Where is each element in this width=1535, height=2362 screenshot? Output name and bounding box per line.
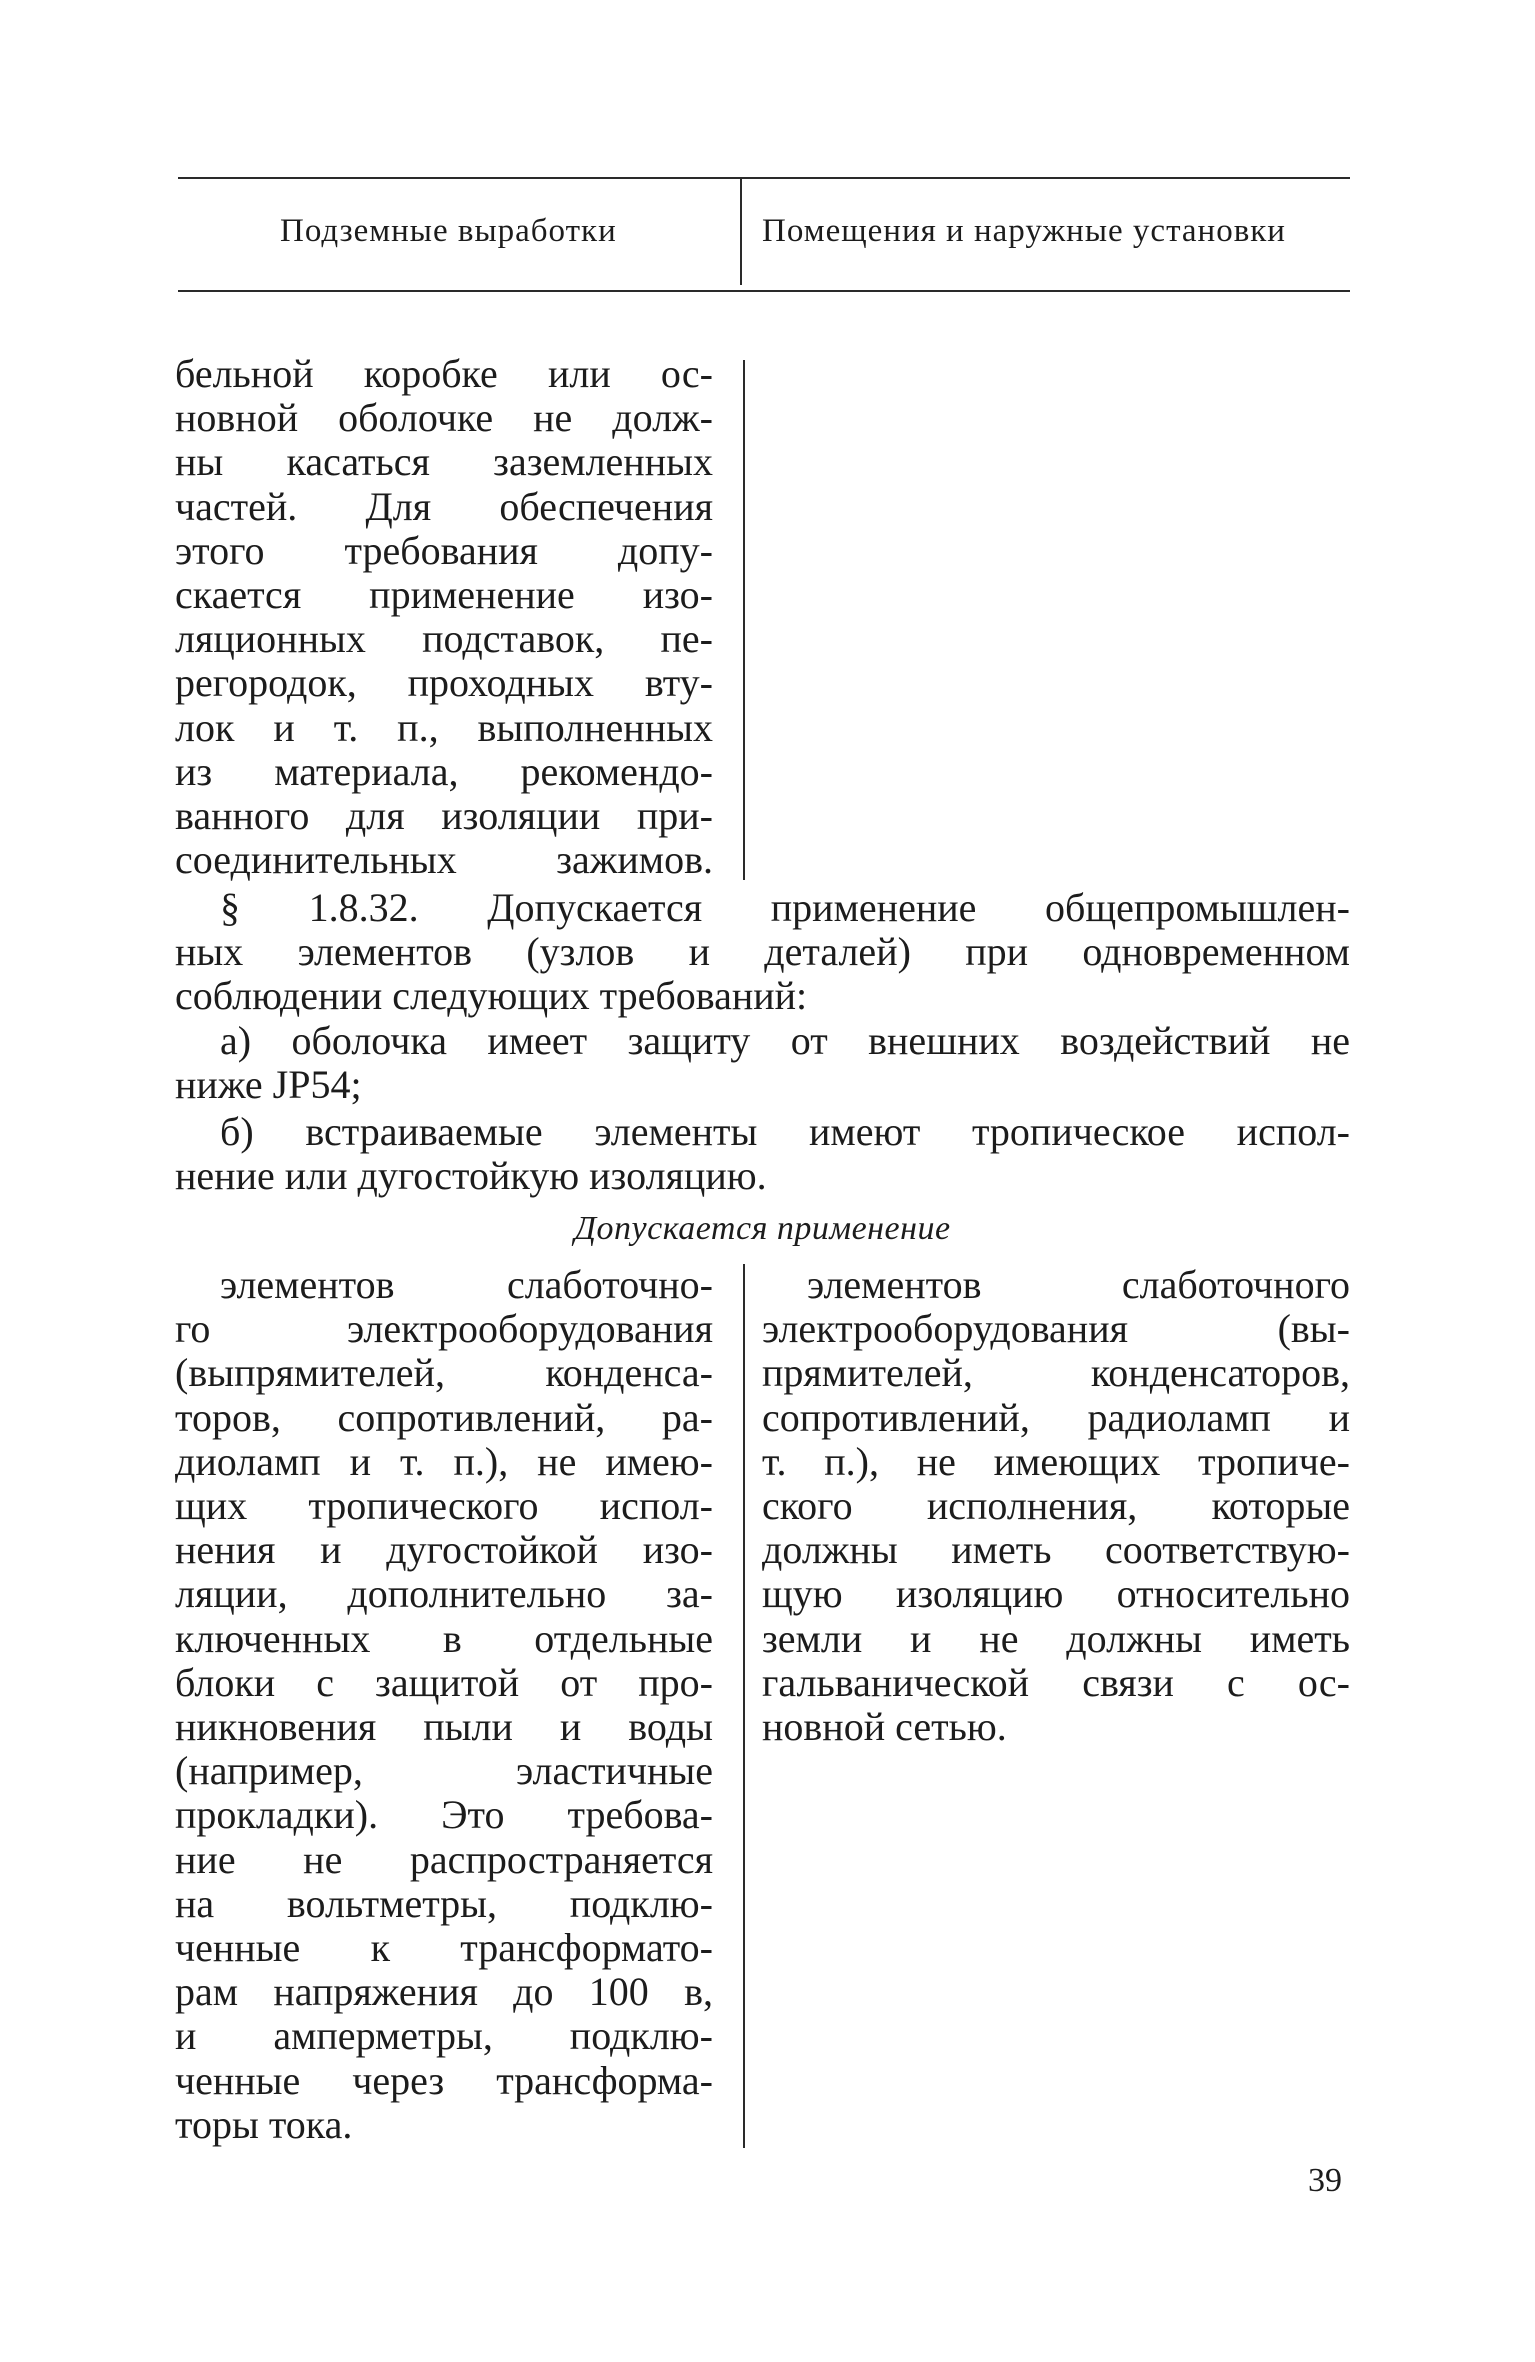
text-line: (например, эластичные [175,1748,713,1794]
text-line: этого требования допу- [175,527,713,573]
subheading: Допускается применение [574,1210,951,1247]
text-line: гальванической связи с ос- [762,1659,1350,1705]
text-line: (выпрямителей, конденса- [175,1350,713,1396]
text-line: электрооборудования (вы- [762,1306,1350,1352]
text-line: нение или дугостойкую изоляцию. [175,1153,767,1199]
text-line: ключенных в отдельные [175,1615,713,1661]
text-line: соединительных зажимов. [175,837,713,883]
text-line: и амперметры, подклю- [175,2013,713,2059]
text-line: ляционных подставок, пе- [175,616,713,662]
text-line: ванного для изоляции при- [175,793,713,839]
header-right-column-title: Помещения и наружные установки [762,213,1286,249]
header-bottom-rule [178,290,1350,292]
text-line: прямителей, конденсаторов, [762,1350,1350,1396]
lower-left-column-text [175,1263,713,2147]
text-line: ние не распространяется [175,1836,713,1882]
section-1-8-32-paragraph [175,886,1350,1019]
text-line: лок и т. п., выполненных [175,704,713,750]
text-line: щих тропического испол- [175,1483,713,1529]
text-line: нения и дугостойкой изо- [175,1527,713,1573]
text-line: никновения пыли и воды [175,1704,713,1750]
text-line: ниже JP54; [175,1062,362,1108]
header-column-divider [740,177,742,285]
text-line: соблюдении следующих требований: [175,973,808,1019]
text-line: ченные через трансформа- [175,2057,713,2103]
header-left-column-title: Подземные выработки [280,213,617,249]
text-line: новной оболочке не долж- [175,395,713,441]
header-top-rule [178,177,1350,179]
lower-column-divider [743,1264,745,2148]
requirement-item-b [175,1110,1350,1198]
text-line: ны касаться заземленных [175,439,713,485]
text-line: торы тока. [175,2101,353,2147]
upper-column-divider [743,360,745,880]
page-number: 39 [1308,2162,1342,2199]
text-line: б) встраиваемые элементы имеют тропическое испол- [220,1109,1350,1154]
text-line: регородок, проходных вту- [175,660,713,706]
text-line: сопротивлений, радиоламп и [762,1394,1350,1440]
text-line: торов, сопротивлений, ра- [175,1394,713,1440]
text-line: рам напряжения до 100 в, [175,1969,713,2015]
text-line: а) оболочка имеет защиту от внешних воздействий не [220,1018,1350,1063]
text-line: блоки с защитой от про- [175,1659,713,1705]
text-line: из материала, рекомендо- [175,748,713,794]
text-line: ского исполнения, которые [762,1483,1350,1529]
text-line: ных элементов (узлов и деталей) при одновременном [175,929,1350,975]
text-line: земли и не должны иметь [762,1615,1350,1661]
text-line: элементов слаботочно- [220,1262,713,1307]
text-line: скается применение изо- [175,572,713,618]
text-line: ченные к трансформато- [175,1925,713,1971]
text-line: новной сетью. [762,1704,1007,1750]
text-line: бельной коробке или ос- [175,351,713,396]
text-line: на вольтметры, подклю- [175,1880,713,1926]
text-line: щую изоляцию относительно [762,1571,1350,1617]
text-line: должны иметь соответствую- [762,1527,1350,1573]
upper-left-column-text [175,352,713,882]
text-line: т. п.), не имеющих тропиче- [762,1438,1350,1484]
requirement-item-a [175,1019,1350,1107]
text-line: § 1.8.32. Допускается применение общепромышлен- [220,885,1350,930]
text-line: диоламп и т. п.), не имею- [175,1438,713,1484]
text-line: частей. Для обеспечения [175,483,713,529]
text-line: элементов слаботочного [807,1262,1350,1307]
lower-right-column-text [762,1263,1350,1749]
text-line: го электрооборудования [175,1306,713,1352]
text-line: ляции, дополнительно за- [175,1571,713,1617]
text-line: прокладки). Это требова- [175,1792,713,1838]
